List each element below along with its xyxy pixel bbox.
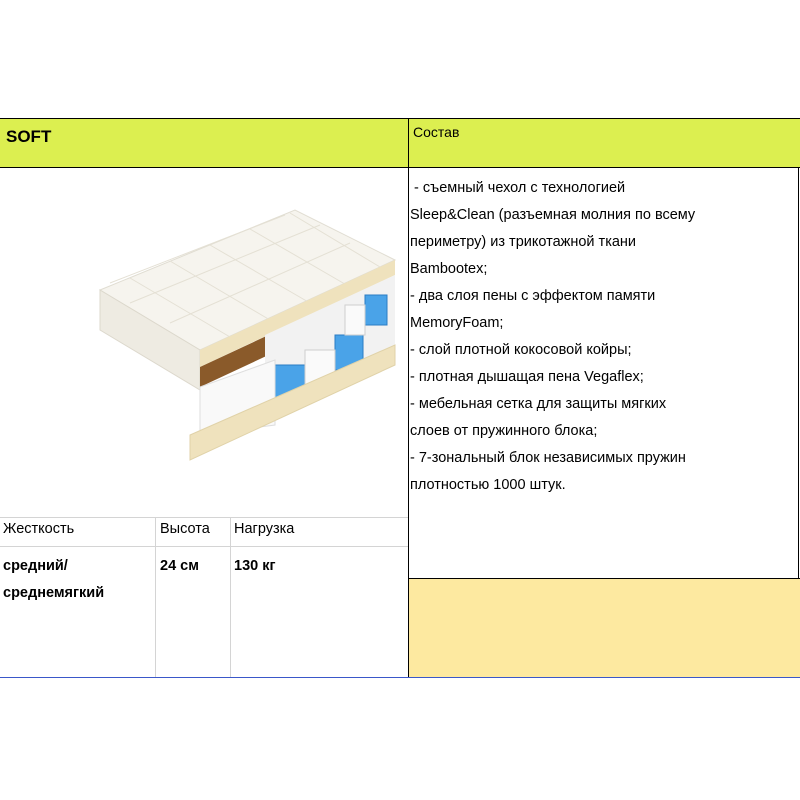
header-right-cell — [408, 118, 800, 168]
empty-beige-cell — [409, 578, 800, 678]
spec-value-divider — [0, 546, 408, 547]
composition-line: плотностью 1000 штук. — [410, 477, 566, 493]
composition-line: - мебельная сетка для защиты мягких — [410, 396, 667, 412]
composition-list — [410, 175, 795, 499]
product-title: SOFT — [6, 127, 52, 146]
composition-line: MemoryFoam; — [410, 315, 504, 331]
mattress-image — [90, 185, 410, 475]
composition-line: Sleep&Clean (разъемная молния по всему — [410, 207, 696, 223]
right-border — [798, 168, 799, 578]
composition-line: периметру) из трикотажной ткани — [410, 234, 637, 250]
composition-line: - слой плотной кокосовой койры; — [410, 342, 632, 358]
composition-line: - 7-зональный блок независимых пружин — [410, 450, 686, 466]
composition-line: Bambootex; — [410, 261, 488, 277]
spec-column-divider — [155, 517, 156, 677]
firmness-line: среднемягкий — [3, 585, 105, 601]
spec-column-divider — [230, 517, 231, 677]
composition-line: слоев от пружинного блока; — [410, 423, 598, 439]
composition-line: - съемный чехол с технологией — [410, 180, 626, 196]
spec-header-divider — [0, 517, 408, 518]
spec-header-height: Высота — [160, 521, 210, 537]
composition-label: Состав — [413, 124, 460, 140]
spec-value-firmness — [3, 553, 104, 607]
spec-header-firmness: Жесткость — [3, 521, 75, 537]
spec-value-height: 24 см — [160, 558, 199, 574]
table-bottom-border — [0, 677, 800, 678]
spec-value-load: 130 кг — [234, 558, 276, 574]
firmness-line: средний/ — [3, 558, 68, 574]
composition-line: - два слоя пены с эффектом памяти — [410, 288, 656, 304]
composition-line: - плотная дышащая пена Vegaflex; — [410, 369, 644, 385]
spec-header-load: Нагрузка — [234, 521, 295, 537]
header-left-cell — [0, 118, 408, 168]
